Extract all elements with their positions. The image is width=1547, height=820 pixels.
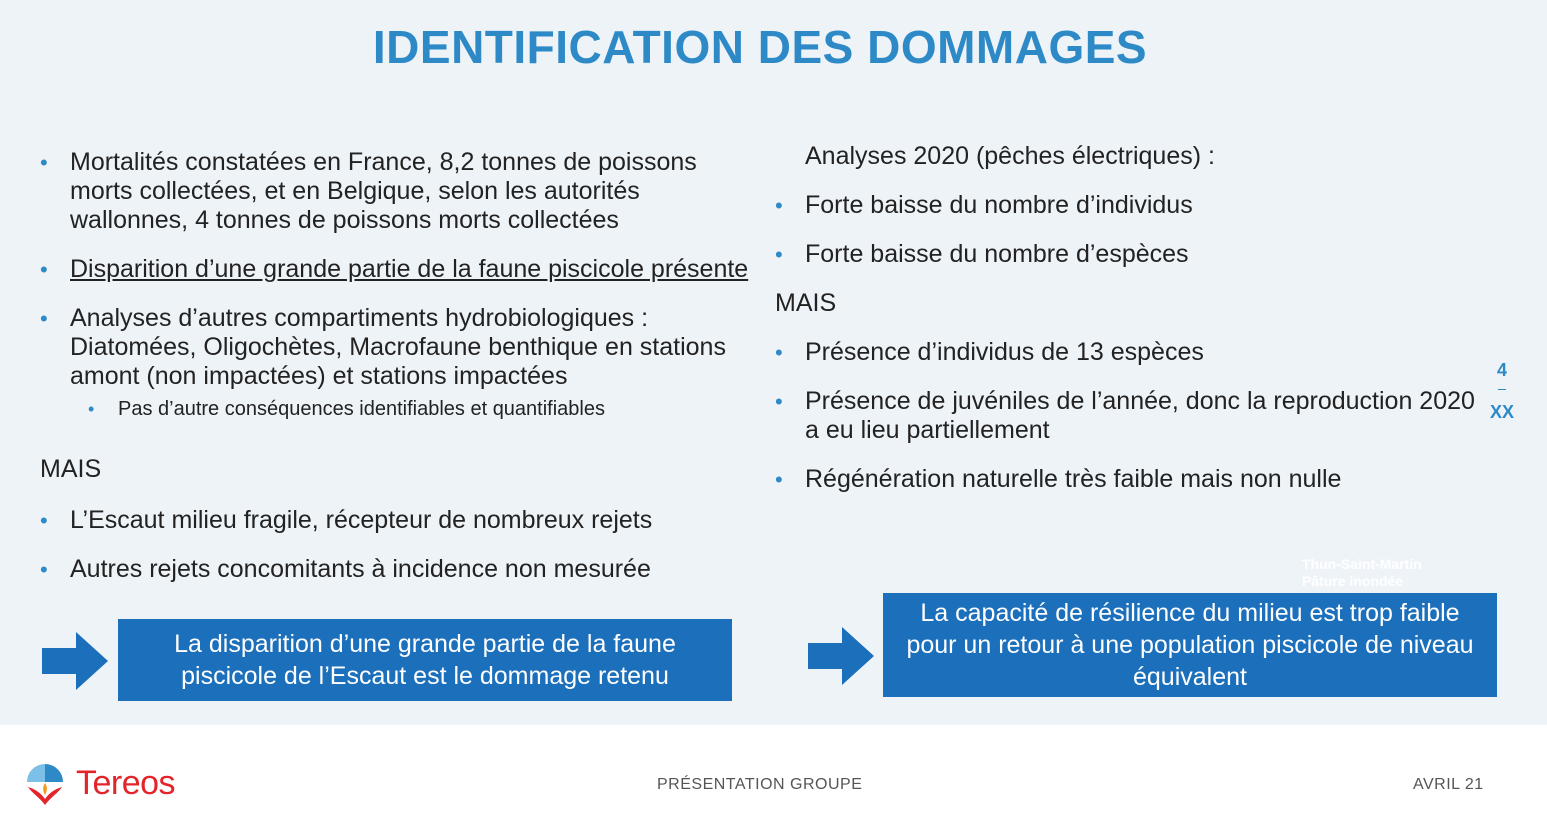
right-conclusion-box (883, 593, 1497, 697)
page-number-current: 4 (1496, 360, 1507, 380)
bullet-juveniles: • Présence de juvéniles de l’année, donc la reproduction 2020 a eu lieu partiellement (775, 387, 1475, 445)
bullet-baisse-especes: • Forte baisse du nombre d’espèces (775, 240, 1475, 269)
page-number (1487, 360, 1517, 423)
page-number-separator (1498, 389, 1506, 390)
left-bullet-list (40, 148, 760, 391)
sub-bullet-consequences: • Pas d’autre conséquences identifiables et quantifiables (88, 395, 760, 423)
ghost-caption-line-2: Pâture inondée (1302, 573, 1404, 589)
ghost-caption (1302, 556, 1422, 590)
tereos-logo-icon (22, 759, 68, 807)
left-conclusion-box (118, 619, 732, 701)
tereos-logo-text: Tereos (76, 763, 176, 802)
bullet-disparition (40, 255, 760, 284)
bullet-analyses: • Analyses d’autres compartiments hydrobiologiques : Diatomées, Oligochètes, Macrofaune benthique en stations amont (non impactées) et stations impactées (40, 304, 760, 391)
footer-center-text: PRÉSENTATION GROUPE (657, 776, 863, 793)
right-bullet-list (775, 191, 1475, 269)
right-bullet-list-after (775, 338, 1475, 494)
left-conclusion-text: La disparition d’une grande partie de la faune piscicole de l’Escaut est le dommage retenu (174, 630, 676, 690)
page-number-total: XX (1489, 402, 1514, 422)
left-arrow-icon (42, 632, 108, 690)
bullet-autres-rejets: • Autres rejets concomitants à incidence non mesurée (40, 555, 760, 584)
right-column (775, 142, 1475, 514)
tereos-logo (22, 758, 175, 808)
slide-title: IDENTIFICATION DES DOMMAGES (372, 21, 1148, 73)
right-heading: Analyses 2020 (pêches électriques) : (805, 142, 1215, 170)
left-bullet-list-after (40, 506, 760, 584)
right-arrow-icon (808, 627, 874, 685)
bullet-mortalites: • Mortalités constatées en France, 8,2 tonnes de poissons morts collectées, et en Belgique, selon les autorités wallonnes, 4 tonnes de poissons morts collectées (40, 148, 760, 235)
left-mais-heading: MAIS (40, 455, 102, 483)
bullet-escaut-fragile: • L’Escaut milieu fragile, récepteur de nombreux rejets (40, 506, 760, 535)
ghost-caption-line-1: Thun-Saint-Martin (1302, 556, 1422, 572)
bullet-disparition-text: Disparition d’une grande partie de la faune piscicole présente (70, 255, 749, 283)
footer-date: AVRIL 21 (1413, 776, 1484, 793)
right-mais-heading: MAIS (775, 289, 837, 317)
bullet-presence-especes: • Présence d’individus de 13 espèces (775, 338, 1475, 367)
left-column (40, 148, 760, 604)
bullet-regeneration: • Régénération naturelle très faible mais non nulle (775, 465, 1475, 494)
bullet-baisse-individus: • Forte baisse du nombre d’individus (775, 191, 1475, 220)
right-conclusion-text: La capacité de résilience du milieu est trop faible pour un retour à une population piscicole de niveau équivalent (906, 599, 1474, 691)
